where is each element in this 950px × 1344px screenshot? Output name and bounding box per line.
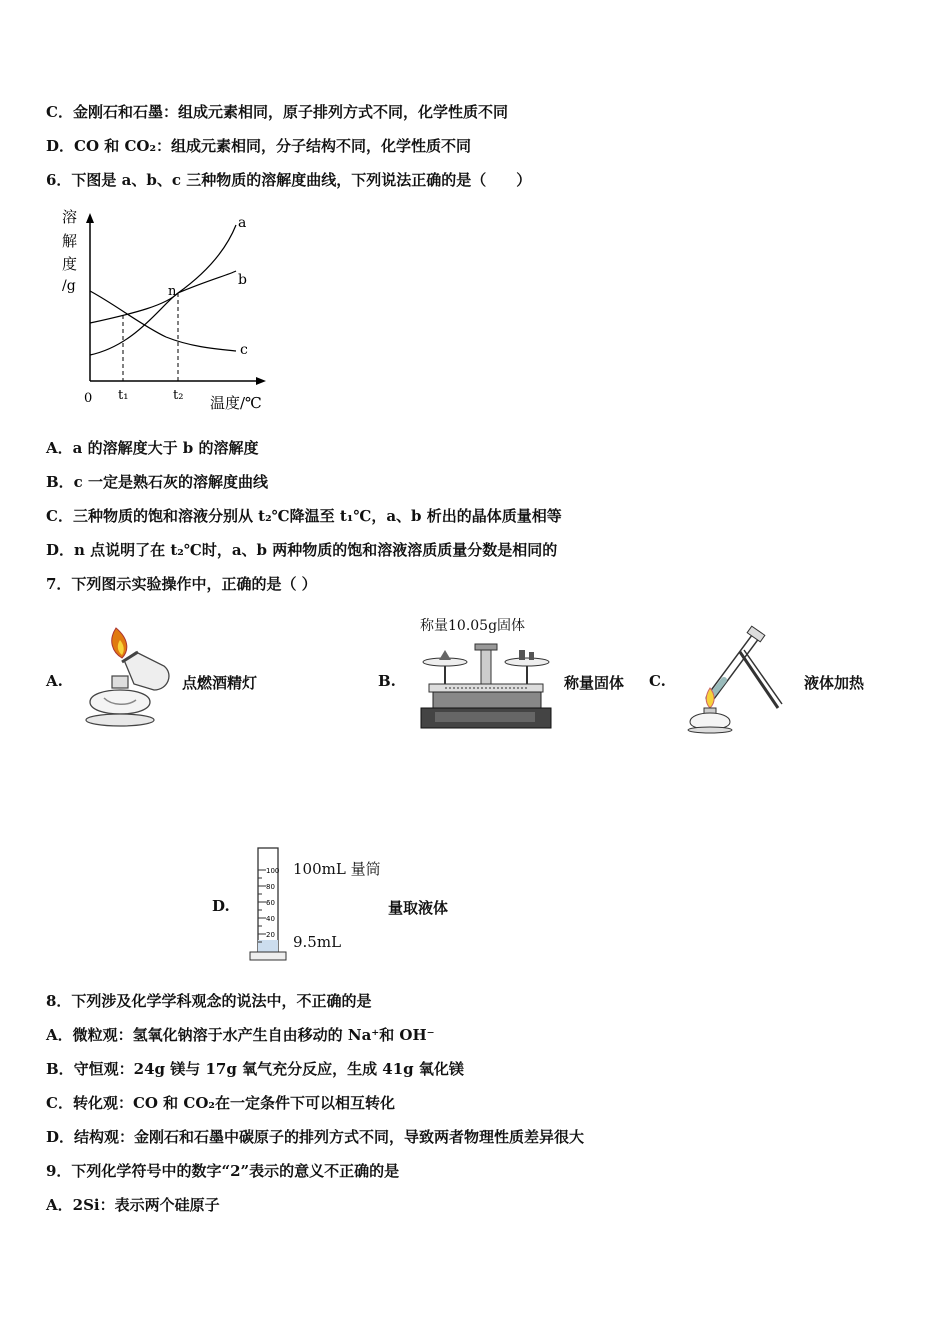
cylinder-tick-label: 60 bbox=[266, 899, 275, 907]
solubility-graph bbox=[56, 205, 276, 415]
q9-option-a: A．2Si：表示两个硅原子 bbox=[46, 1196, 220, 1214]
q7-stem: 7．下列图示实验操作中，正确的是（ ） bbox=[46, 575, 317, 593]
q7-d-caption: 量取液体 bbox=[388, 899, 449, 917]
y-label-char-4: /g bbox=[62, 278, 76, 294]
q7-c-letter: C. bbox=[649, 672, 666, 690]
balance-illustration bbox=[415, 636, 555, 734]
y-axis-arrow bbox=[86, 213, 94, 223]
q5-option-c: C．金刚石和石墨：组成元素相同，原子排列方式不同，化学性质不同 bbox=[46, 103, 508, 121]
q6-option-c: C．三种物质的饱和溶液分别从 t₂℃降温至 t₁℃，a、b 析出的晶体质量相等 bbox=[46, 507, 562, 525]
curve-c bbox=[90, 291, 236, 351]
t2-label: t₂ bbox=[173, 388, 184, 403]
q8-option-c: C．转化观：CO 和 CO₂在一定条件下可以相互转化 bbox=[46, 1094, 395, 1112]
q6-stem: 6．下图是 a、b、c 三种物质的溶解度曲线，下列说法正确的是（ ） bbox=[46, 171, 532, 189]
curve-a-label: a bbox=[238, 215, 247, 231]
curve-c-label: c bbox=[240, 342, 248, 358]
curve-b-label: b bbox=[238, 272, 247, 288]
cylinder-tick-label: 40 bbox=[266, 915, 275, 923]
y-label-char-2: 解 bbox=[62, 232, 78, 250]
cylinder-tick-label: 80 bbox=[266, 883, 275, 891]
point-n-label: n bbox=[168, 284, 177, 299]
q6-option-d: D．n 点说明了在 t₂℃时，a、b 两种物质的饱和溶液溶质质量分数是相同的 bbox=[46, 541, 558, 559]
origin-label: 0 bbox=[84, 391, 93, 406]
q6-option-a: A．a 的溶解度大于 b 的溶解度 bbox=[46, 439, 259, 457]
q6-option-b: B．c 一定是熟石灰的溶解度曲线 bbox=[46, 473, 269, 491]
q8-option-d: D．结构观：金刚石和石墨中碳原子的排列方式不同，导致两者物理性质差异很大 bbox=[46, 1128, 585, 1146]
q7-d-note-capacity: 100mL 量筒 bbox=[293, 860, 381, 878]
t1-label: t₁ bbox=[118, 388, 129, 403]
heating-liquid-illustration bbox=[682, 622, 794, 734]
q7-b-note: 称量10.05g固体 bbox=[420, 618, 526, 634]
q7-c-caption: 液体加热 bbox=[804, 674, 865, 692]
q8-stem: 8．下列涉及化学学科观念的说法中，不正确的是 bbox=[46, 992, 372, 1010]
q9-stem: 9．下列化学符号中的数字“2”表示的意义不正确的是 bbox=[46, 1162, 400, 1180]
q7-a-caption: 点燃酒精灯 bbox=[182, 674, 258, 692]
q8-option-b: B．守恒观：24g 镁与 17g 氧气充分反应，生成 41g 氧化镁 bbox=[46, 1060, 464, 1078]
q5-option-d: D．CO 和 CO₂：组成元素相同，分子结构不同，化学性质不同 bbox=[46, 137, 472, 155]
q7-d-letter: D. bbox=[212, 897, 230, 915]
cylinder-tick-label: 20 bbox=[266, 931, 275, 939]
q7-a-letter: A. bbox=[46, 672, 63, 690]
curve-b bbox=[90, 271, 236, 323]
y-label-char-1: 溶 bbox=[62, 208, 78, 226]
x-axis-arrow bbox=[256, 377, 266, 385]
lighting-lamp-illustration bbox=[78, 622, 180, 730]
q8-option-a: A．微粒观：氢氧化钠溶于水产生自由移动的 Na⁺和 OH⁻ bbox=[46, 1026, 435, 1044]
q7-b-letter: B. bbox=[378, 672, 396, 690]
graduated-cylinder-illustration bbox=[246, 844, 298, 964]
q7-b-caption: 称量固体 bbox=[564, 674, 625, 692]
y-label-char-3: 度 bbox=[62, 255, 78, 273]
q7-d-note-volume: 9.5mL bbox=[293, 933, 342, 951]
x-axis-label: 温度/℃ bbox=[210, 394, 262, 412]
cylinder-tick-label: 100 bbox=[266, 867, 280, 875]
